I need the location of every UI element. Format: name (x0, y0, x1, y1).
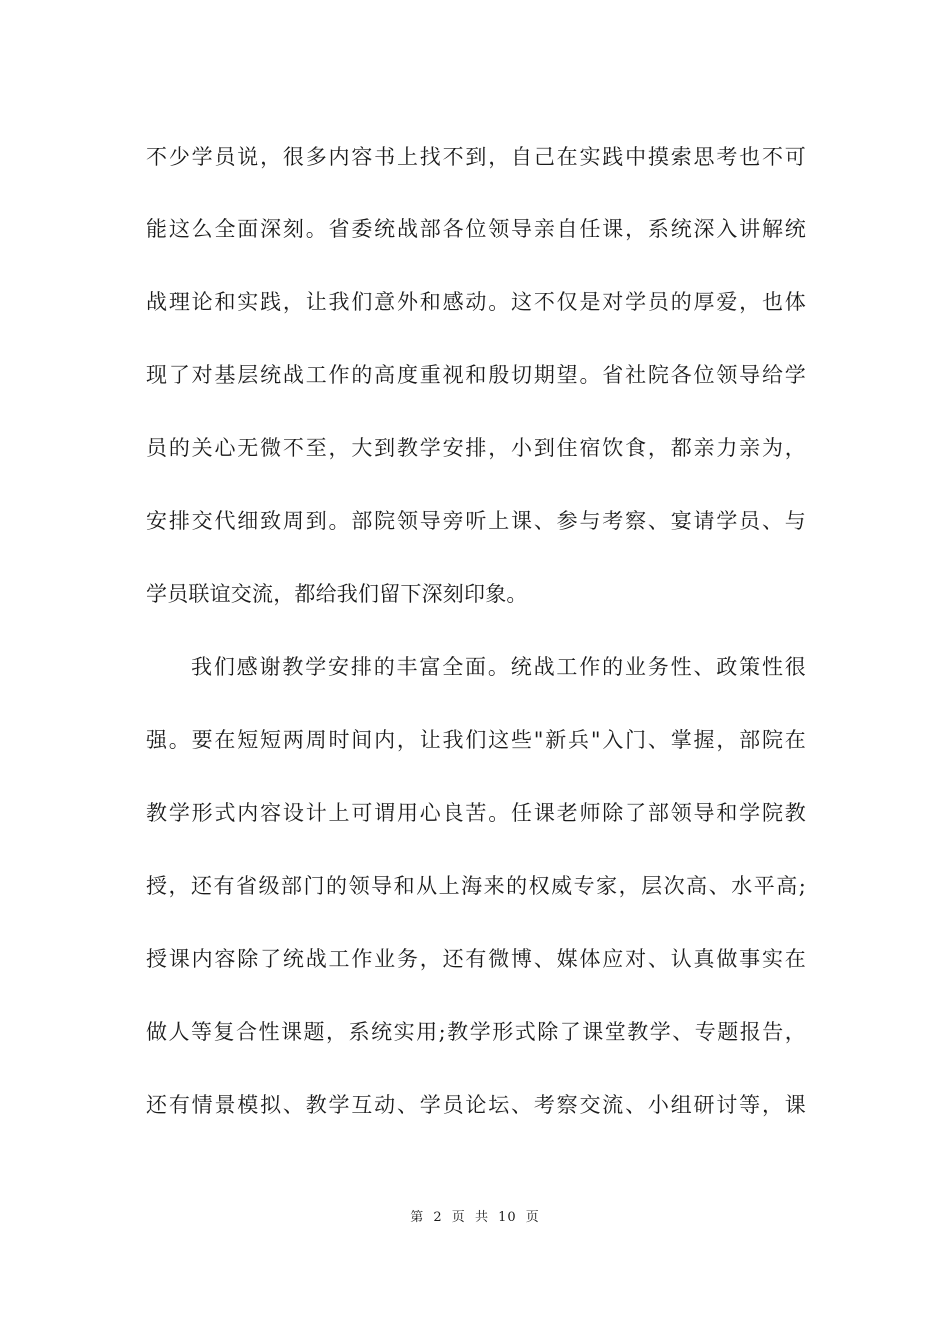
body-line: 我们感谢教学安排的丰富全面。统战工作的业务性、政策性很 (191, 655, 806, 679)
page-label-prefix: 第 (410, 1210, 425, 1225)
body-line: 能这么全面深刻。省委统战部各位领导亲自任课，系统深入讲解统 (146, 217, 806, 241)
body-line: 员的关心无微不至，大到教学安排，小到住宿饮食，都亲力亲为， (146, 436, 806, 460)
body-line: 学员联谊交流，都给我们留下深刻印象。 (146, 582, 528, 606)
body-line: 做人等复合性课题，系统实用;教学形式除了课堂教学、专题报告， (146, 1020, 806, 1044)
page-current: 2 (433, 1210, 443, 1225)
body-line: 授课内容除了统战工作业务，还有微博、媒体应对、认真做事实在 (146, 947, 806, 971)
body-line: 授，还有省级部门的领导和从上海来的权威专家，层次高、水平高; (146, 874, 806, 898)
body-line: 战理论和实践，让我们意外和感动。这不仅是对学员的厚爱，也体 (146, 290, 806, 314)
body-line: 安排交代细致周到。部院领导旁听上课、参与考察、宴请学员、与 (146, 509, 806, 533)
page-number-footer (0, 1208, 950, 1228)
body-line: 不少学员说，很多内容书上找不到，自己在实践中摸索思考也不可 (146, 145, 806, 169)
body-line: 还有情景模拟、教学互动、学员论坛、考察交流、小组研讨等，课 (146, 1093, 806, 1117)
page-total: 10 (498, 1210, 517, 1225)
page-label-suffix: 页 (525, 1210, 540, 1225)
body-line: 教学形式内容设计上可谓用心良苦。任课老师除了部领导和学院教 (146, 801, 806, 825)
page-label-mid2: 共 (474, 1210, 489, 1225)
body-line: 强。要在短短两周时间内，让我们这些"新兵"入门、掌握，部院在 (146, 728, 806, 752)
page-label-mid1: 页 (451, 1210, 466, 1225)
body-line: 现了对基层统战工作的高度重视和殷切期望。省社院各位领导给学 (146, 363, 806, 387)
